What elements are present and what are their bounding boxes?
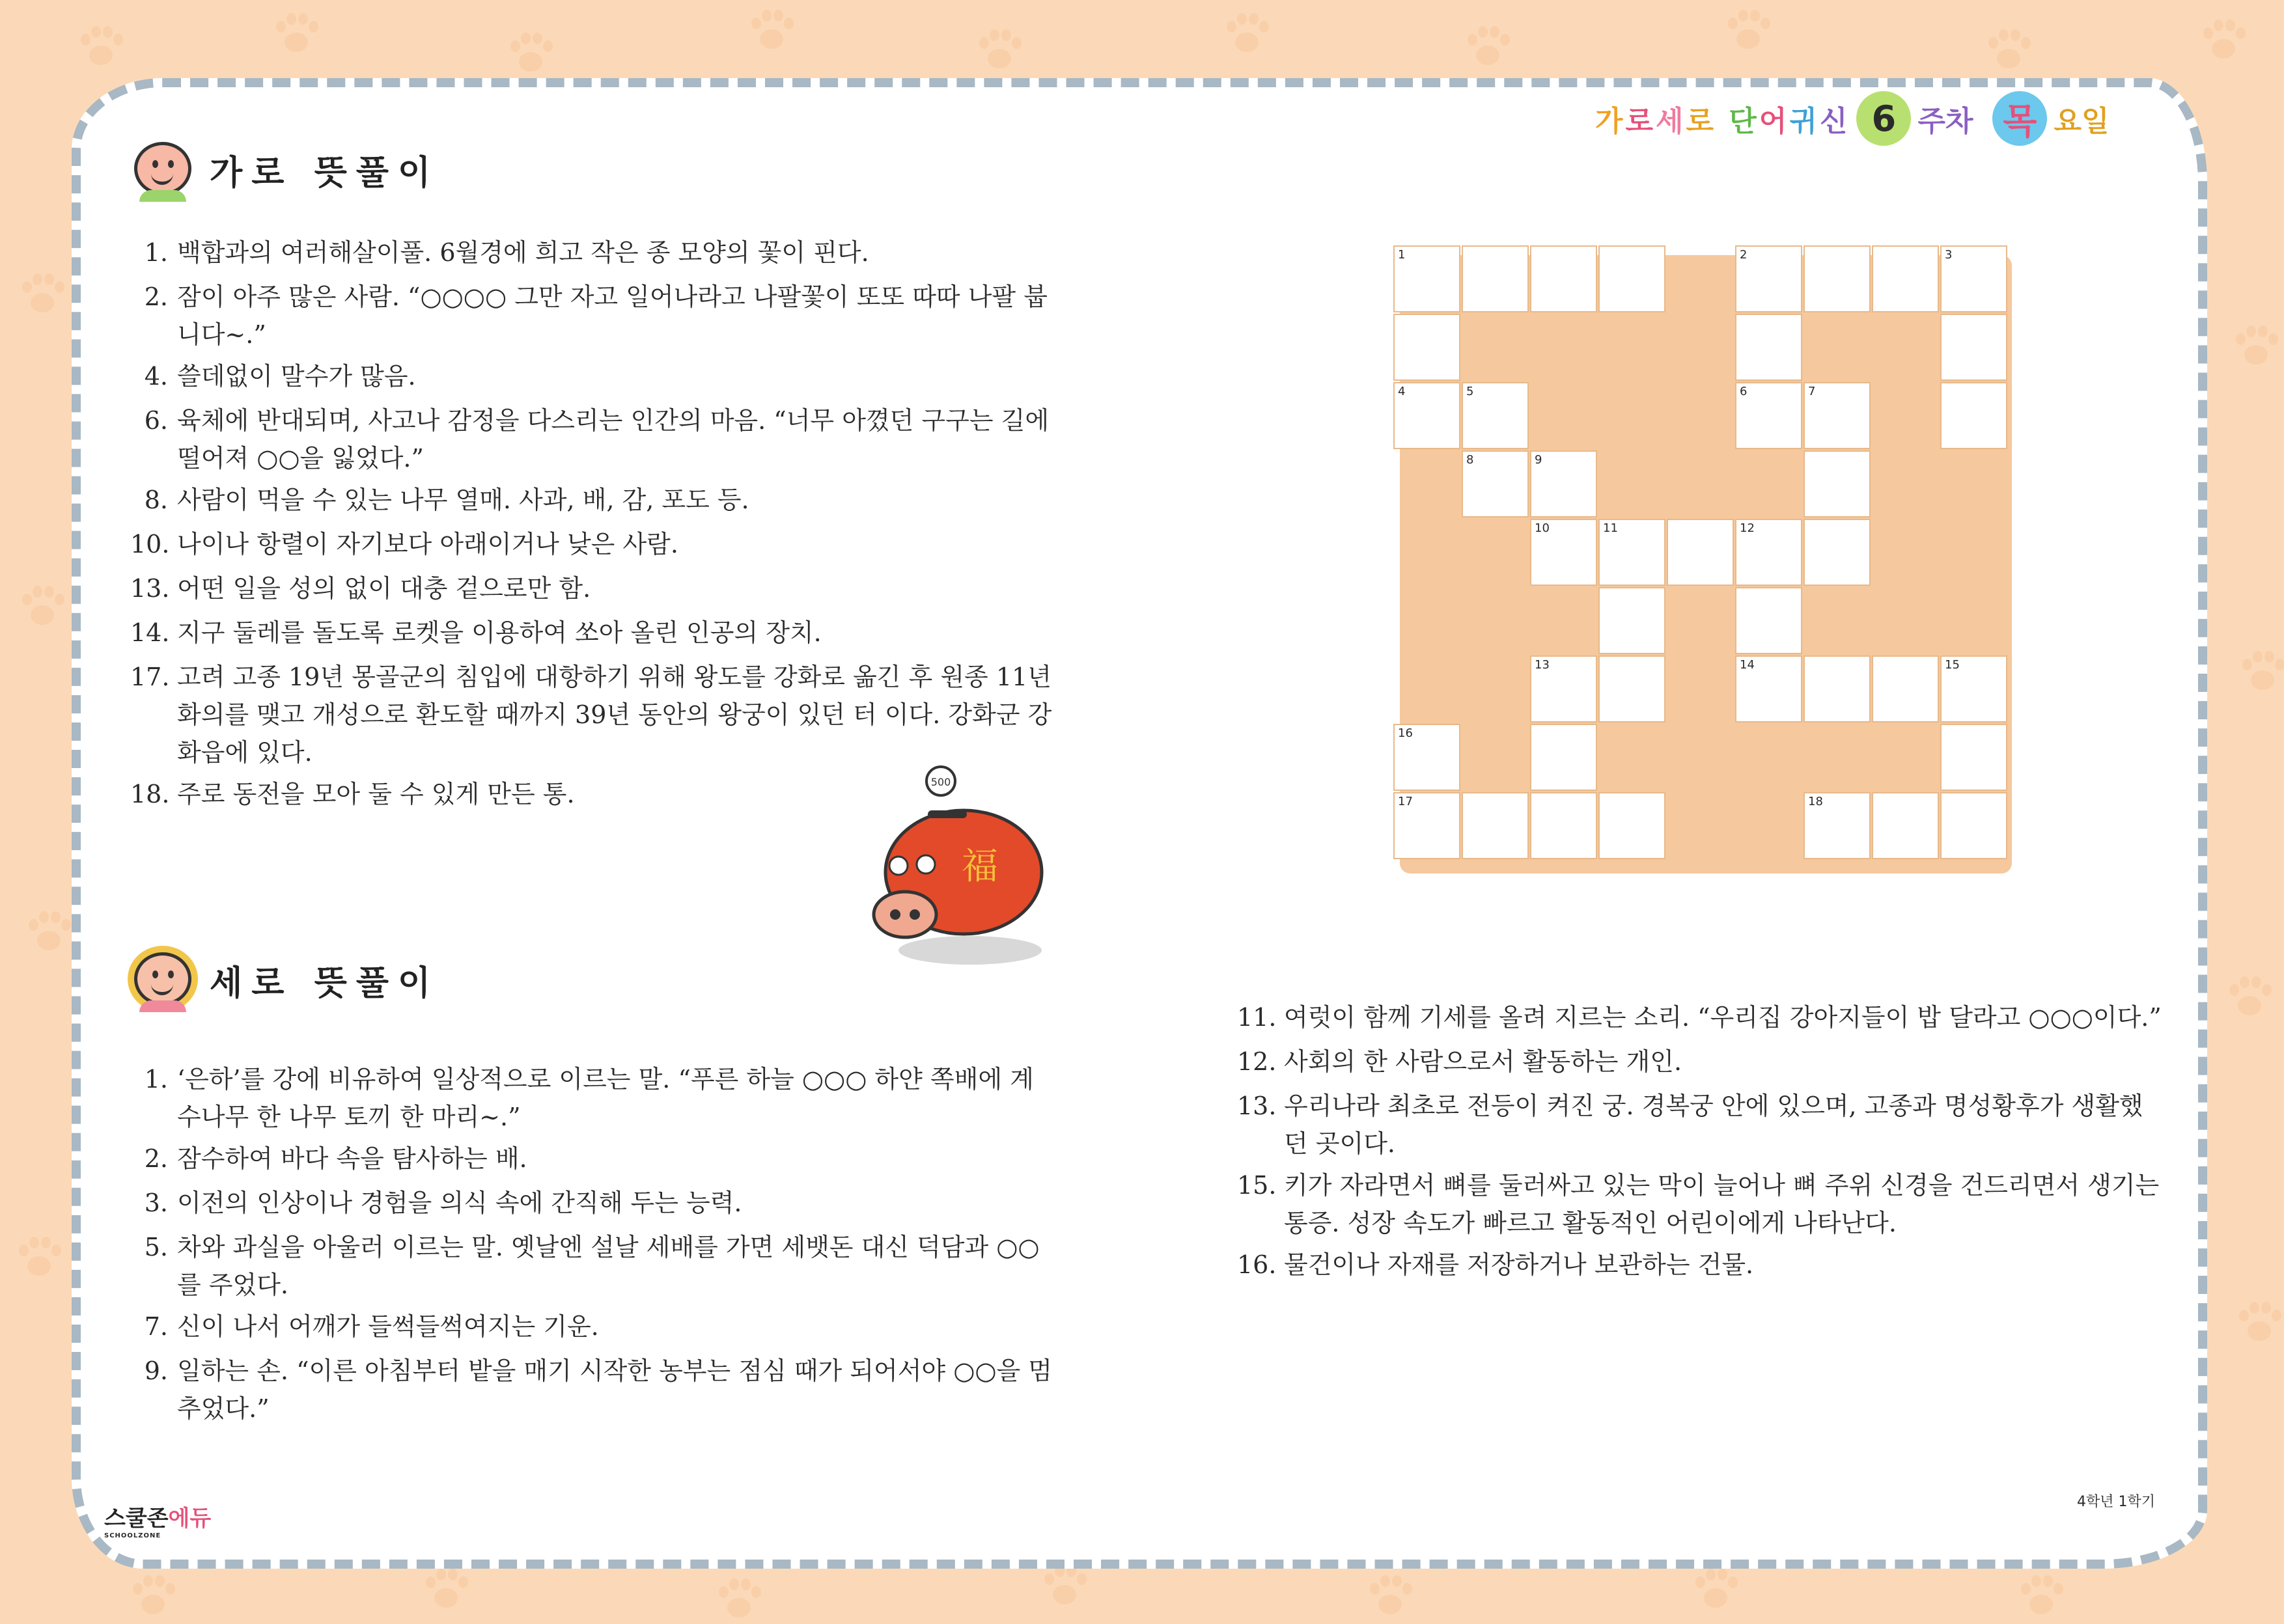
paw-print-icon [2227,976,2272,1022]
paw-print-icon [977,29,1022,75]
cell-number: 18 [1808,795,1823,808]
clue-item [130,478,1055,521]
cell-number: 1 [1398,248,1406,262]
cell-number: 9 [1535,453,1542,467]
cell-number: 12 [1740,521,1755,535]
clue-number: 16. [1237,1250,1277,1279]
clue-item [130,1058,1055,1136]
cell-number: 16 [1398,726,1413,740]
week-label: 주차 [1917,105,1973,138]
title-banner [1595,91,2109,146]
crossword-cell[interactable] [1530,655,1597,723]
crossword-cell[interactable] [1735,655,1802,723]
down-heading [130,947,439,1012]
banner-letter: 귀 [1789,105,1817,138]
paw-print-icon [2236,1302,2282,1347]
crossword-cell[interactable] [1804,519,1871,586]
crossword-cell[interactable] [1940,314,2007,381]
crossword-cell[interactable] [1530,792,1597,859]
clue-item [130,611,1055,654]
clue-number: 7. [144,1312,168,1341]
crossword-cell[interactable] [1530,245,1597,312]
clue-number: 2. [144,1144,168,1173]
crossword-cell[interactable] [1462,792,1529,859]
clue-item [1237,1164,2162,1242]
clue-text: 여럿이 함께 기세를 올려 지르는 소리. “우리집 강아지들이 밥 달라고 ○○○이다.” [1284,1003,2162,1032]
banner-letter: 가 [1595,105,1623,138]
paw-print-icon [1042,1565,1087,1611]
clue-item [130,1181,1055,1224]
girl-face-icon [130,947,195,1012]
banner-letter: 로 [1625,105,1654,138]
clue-text: 쓸데없이 말수가 많음. [177,362,416,391]
cell-number: 6 [1740,385,1748,398]
week-number-badge: 6 [1856,91,1911,146]
clue-number: 5. [144,1233,168,1261]
crossword-cell[interactable] [1804,655,1871,723]
clue-text: 신이 나서 어깨가 들썩들썩여지는 기운. [177,1312,599,1341]
clue-text: 어떤 일을 성의 없이 대충 겉으로만 함. [177,574,591,603]
banner-letter: 단 [1729,105,1757,138]
down-clue-list-left [130,1058,1055,1429]
crossword-cell[interactable] [1872,245,1939,312]
logo-main: 스쿨존 [104,1506,169,1532]
clue-item [130,523,1055,566]
crossword-cell[interactable] [1598,792,1665,859]
cell-number: 13 [1535,658,1550,672]
crossword-cell[interactable] [1393,245,1460,312]
paw-print-icon [749,10,794,55]
crossword-cell[interactable] [1735,587,1802,654]
paw-print-icon [273,13,319,59]
clue-number: 18. [130,780,170,808]
paw-print-icon [78,26,124,72]
paw-print-icon [1224,13,1270,59]
crossword-cell[interactable] [1940,724,2007,791]
clue-item [130,1137,1055,1180]
paw-print-icon [20,273,65,319]
paw-print-icon [1725,10,1771,55]
grade-label: 4학년 1학기 [2077,1494,2155,1510]
clue-text: 주로 동전을 모아 둘 수 있게 만든 통. [177,780,575,808]
clue-number: 1. [144,238,168,267]
paw-print-icon [26,911,72,957]
paw-print-icon [1986,29,2031,75]
crossword-cell[interactable] [1598,655,1665,723]
crossword-cell[interactable] [1735,245,1802,312]
clue-number: 3. [144,1189,168,1217]
clue-item [130,1349,1055,1427]
clue-number: 17. [130,663,170,691]
clue-number: 14. [130,618,170,647]
coin-label: 500 [930,776,951,788]
crossword-cell[interactable] [1940,655,2007,723]
banner-letter: 세 [1656,105,1684,138]
cell-number: 3 [1945,248,1953,262]
clue-text: 잠수하여 바다 속을 탐사하는 배. [177,1144,527,1173]
paw-print-icon [1465,26,1511,72]
crossword-cell[interactable] [1393,724,1460,791]
paw-print-icon [2240,651,2284,696]
paw-print-icon [1693,1569,1738,1614]
clue-number: 6. [144,406,168,435]
cell-number: 15 [1945,658,1960,672]
clue-number: 12. [1237,1047,1277,1076]
clue-number: 2. [144,282,168,311]
crossword-cell[interactable] [1598,245,1665,312]
clue-item [130,275,1055,353]
across-heading-text: 가로 뜻풀이 [210,153,440,193]
cell-number: 17 [1398,795,1413,808]
down-heading-text: 세로 뜻풀이 [210,963,440,1003]
clue-number: 15. [1237,1171,1277,1200]
clue-number: 10. [130,530,170,558]
clue-text: ‘은하’를 강에 비유하여 일상적으로 이르는 말. “푸른 하늘 ○○○ 하얀 쪽배에 계수나무 한 나무 토끼 한 마리~.” [177,1065,1034,1131]
crossword-cell[interactable] [1462,450,1529,517]
paw-print-icon [2201,20,2246,65]
clue-item [1237,1243,2162,1286]
clue-number: 13. [130,574,170,603]
paw-print-icon [2233,325,2279,371]
clue-number: 8. [144,486,168,514]
down-clue-list-right [1237,996,2162,1287]
across-heading [130,137,439,202]
crossword-cell[interactable] [1872,655,1939,723]
clue-number: 11. [1237,1003,1277,1032]
cell-number: 2 [1740,248,1748,262]
clue-item [130,655,1055,771]
crossword-cell[interactable] [1940,792,2007,859]
clue-item [130,567,1055,610]
crossword-cell[interactable] [1393,314,1460,381]
cell-number: 11 [1603,521,1618,535]
paw-print-icon [16,1237,62,1282]
banner-title [1595,98,1850,139]
logo-sub: SCHOOLZONE [104,1532,161,1539]
clue-text: 차와 과실을 아울러 이르는 말. 옛날엔 설날 세배를 가면 세뱃돈 대신 덕담과 ○○를 주었다. [177,1233,1040,1299]
clue-text: 이전의 인상이나 경험을 의식 속에 간직해 두는 능력. [177,1189,742,1217]
cell-number: 10 [1535,521,1550,535]
clue-number: 13. [1237,1092,1277,1120]
clue-number: 4. [144,362,168,391]
clue-text: 고려 고종 19년 몽골군의 침입에 대항하기 위해 왕도를 강화로 옮긴 후 원종 11년 화의를 맺고 개성으로 환도할 때까지 39년 동안의 왕궁이 있던 터 이다. 강화군 강화읍에 있다. [177,663,1052,767]
clue-item [130,1226,1055,1304]
belly-character: 福 [962,846,998,888]
clue-number: 9. [144,1356,168,1385]
crossword-cell[interactable] [1530,450,1597,517]
schoolzone-logo [104,1500,211,1539]
paw-print-icon [508,33,553,78]
clue-text: 사회의 한 사람으로서 활동하는 개인. [1284,1047,1682,1076]
crossword-cell[interactable] [1804,382,1871,449]
clue-item [1237,1084,2162,1163]
clue-text: 잠이 아주 많은 사람. “○○○○ 그만 자고 일어나라고 나팔꽃이 또또 따따 나팔 붑니다~.” [177,282,1048,349]
crossword-cell[interactable] [1735,519,1802,586]
paw-print-icon [423,1569,469,1614]
crossword-cell[interactable] [1872,792,1939,859]
crossword-cell[interactable] [1940,382,2007,449]
clue-text: 일하는 손. “이른 아침부터 밭을 매기 시작한 농부는 점심 때가 되어서야 ○○을 멈추었다.” [177,1356,1053,1423]
clue-item [1237,1040,2162,1083]
crossword-cell[interactable] [1804,450,1871,517]
across-clue-list [130,231,1055,817]
clue-item [130,355,1055,398]
cell-number: 4 [1398,385,1406,398]
crossword-cell[interactable] [1462,382,1529,449]
banner-letter: 로 [1686,105,1714,138]
crossword-cell[interactable] [1530,724,1597,791]
clue-text: 백합과의 여러해살이풀. 6월경에 희고 작은 종 모양의 꽃이 핀다. [177,238,869,267]
banner-letter: 어 [1759,105,1787,138]
crossword-cell[interactable] [1735,314,1802,381]
crossword-cell[interactable] [1393,792,1460,859]
clue-text: 나이나 항렬이 자기보다 아래이거나 낮은 사람. [177,530,678,558]
cell-number: 8 [1466,453,1474,467]
crossword-cell[interactable] [1804,792,1871,859]
clue-item [1237,996,2162,1039]
clue-text: 물건이나 자재를 저장하거나 보관하는 건물. [1284,1250,1754,1279]
clue-text: 지구 둘레를 돌도록 로켓을 이용하여 쏘아 올린 인공의 장치. [177,618,822,647]
cell-number: 5 [1466,385,1474,398]
paw-print-icon [20,586,65,631]
clue-text: 육체에 반대되며, 사고나 감정을 다스리는 인간의 마음. “너무 아꼈던 구구는 길에 떨어져 ○○을 잃었다.” [177,406,1050,473]
crossword-cell[interactable] [1804,245,1871,312]
paw-print-icon [716,1578,762,1624]
crossword-cell[interactable] [1598,519,1665,586]
clue-text: 사람이 먹을 수 있는 나무 열매. 사과, 배, 감, 포도 등. [177,486,749,514]
crossword-cell[interactable] [1667,519,1734,586]
day-badge: 목 [1992,91,2047,146]
clue-item [130,1305,1055,1348]
clue-item [130,399,1055,477]
banner-letter: 신 [1819,105,1848,138]
crossword-cell[interactable] [1530,519,1597,586]
logo-accent: 에듀 [168,1506,212,1532]
cell-number: 14 [1740,658,1755,672]
clue-item [130,231,1055,274]
crossword-cell[interactable] [1598,587,1665,654]
boy-face-icon [130,137,195,202]
crossword-cell[interactable] [1462,245,1529,312]
banner-letter [1716,105,1726,138]
crossword-cell[interactable] [1393,382,1460,449]
cell-number: 7 [1808,385,1816,398]
crossword-cell[interactable] [1735,382,1802,449]
clue-text: 우리나라 최초로 전등이 켜진 궁. 경복궁 안에 있으며, 고종과 명성황후가 생활했던 곳이다. [1284,1092,2143,1158]
clue-number: 1. [144,1065,168,1094]
day-label: 요일 [2054,105,2110,138]
clue-text: 키가 자라면서 뼈를 둘러싸고 있는 막이 늘어나 뼈 주위 신경을 건드리면서 생기는 통증. 성장 속도가 빠르고 활동적인 어린이에게 나타난다. [1284,1171,2160,1237]
piggy-bank-icon [866,755,1048,970]
crossword-cell[interactable] [1940,245,2007,312]
